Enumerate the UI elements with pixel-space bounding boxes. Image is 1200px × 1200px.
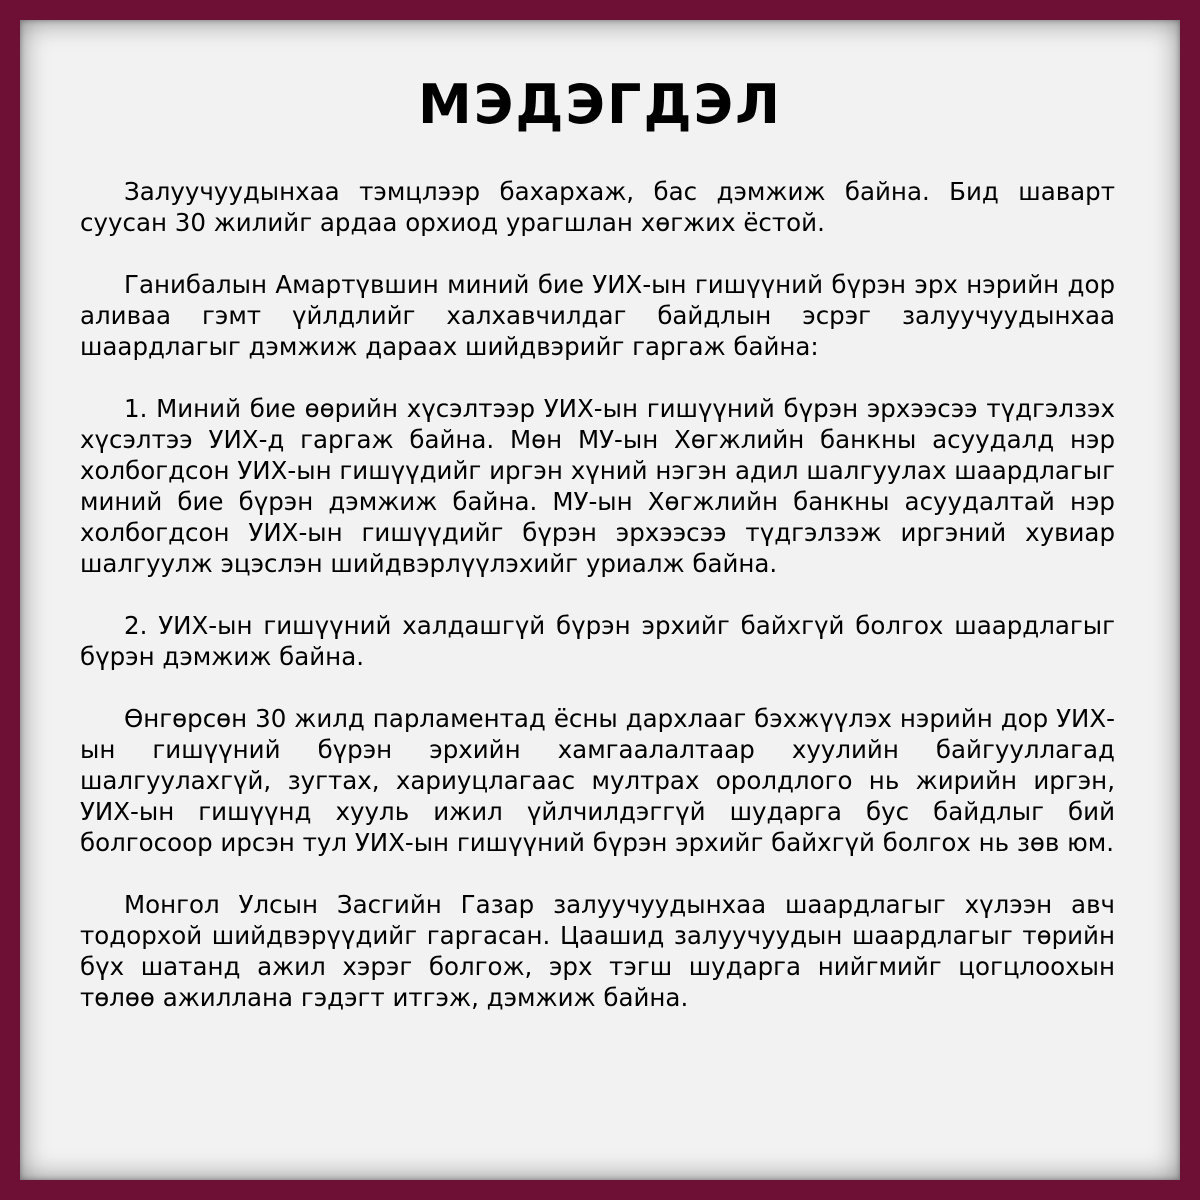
paragraph-reasoning: Өнгөрсөн 30 жилд парламентад ёсны дархлааг бэхжүүлэх нэрийн дор УИХ-ын гишүүний бүрэн эрхийн хамгаалалтаар хуулийн байгууллагад шалгуулахгүй, зугтах, хариуцлагаас мултрах оролдлого нь жирийн иргэн, УИХ-ын гишүүнд хууль ижил үйлчилдэггүй шударга бус байдлыг бий болгосоор ирсэн тул УИХ-ын гишүүний бүрэн эрхийг байхгүй болгох нь зөв юм. — [80, 704, 1115, 857]
statement-body — [80, 176, 1115, 1044]
statement-sheet — [20, 20, 1180, 1180]
paragraph-conclusion: Монгол Улсын Засгийн Газар залуучуудынхаа шаардлагыг хүлээн авч тодорхой шийдвэрүүдийг гаргасан. Цаашид залуучуудын шаардлагыг төрийн бүх шатанд ажил хэрэг болгож, эрх тэгш шударга нийгмийг цогцлоохын төлөө ажиллана гэдэгт итгэж, дэмжиж байна. — [80, 890, 1115, 1012]
paragraph-point-2: 2. УИХ-ын гишүүний халдашгүй бүрэн эрхийг байхгүй болгох шаардлагыг бүрэн дэмжиж байна. — [80, 611, 1115, 671]
paragraph-point-1: 1. Миний бие өөрийн хүсэлтээр УИХ-ын гишүүний бүрэн эрхээсээ түдгэлзэх хүсэлтээ УИХ-д гаргаж байна. Мөн МУ-ын Хөгжлийн банкны асуудалд нэр холбогдсон УИХ-ын гишүүдийг иргэн хүний нэгэн адил шалгуулах шаардлагыг миний бие бүрэн дэмжиж байна. МУ-ын Хөгжлийн банкны асуудалтай нэр холбогдсон УИХ-ын гишүүдийг бүрэн эрхээсээ түдгэлзэж иргэний хувиар шалгуулж эцэслэн шийдвэрлүүлэхийг уриалж байна. — [80, 394, 1115, 578]
paragraph-intro: Залуучуудынхаа тэмцлээр бахархаж, бас дэмжиж байна. Бид шаварт суусан 30 жилийг ардаа орхиод урагшлан хөгжих ёстой. — [80, 177, 1115, 237]
statement-title: МЭДЭГДЭЛ — [417, 73, 783, 136]
paragraph-decision: Ганибалын Амартүвшин миний бие УИХ-ын гишүүний бүрэн эрх нэрийн дор аливаа гэмт үйлдлийг халхавчилдаг байдлын эсрэг залуучуудынхаа шаардлагыг дэмжиж дараах шийдвэрийг гаргаж байна: — [80, 270, 1115, 361]
